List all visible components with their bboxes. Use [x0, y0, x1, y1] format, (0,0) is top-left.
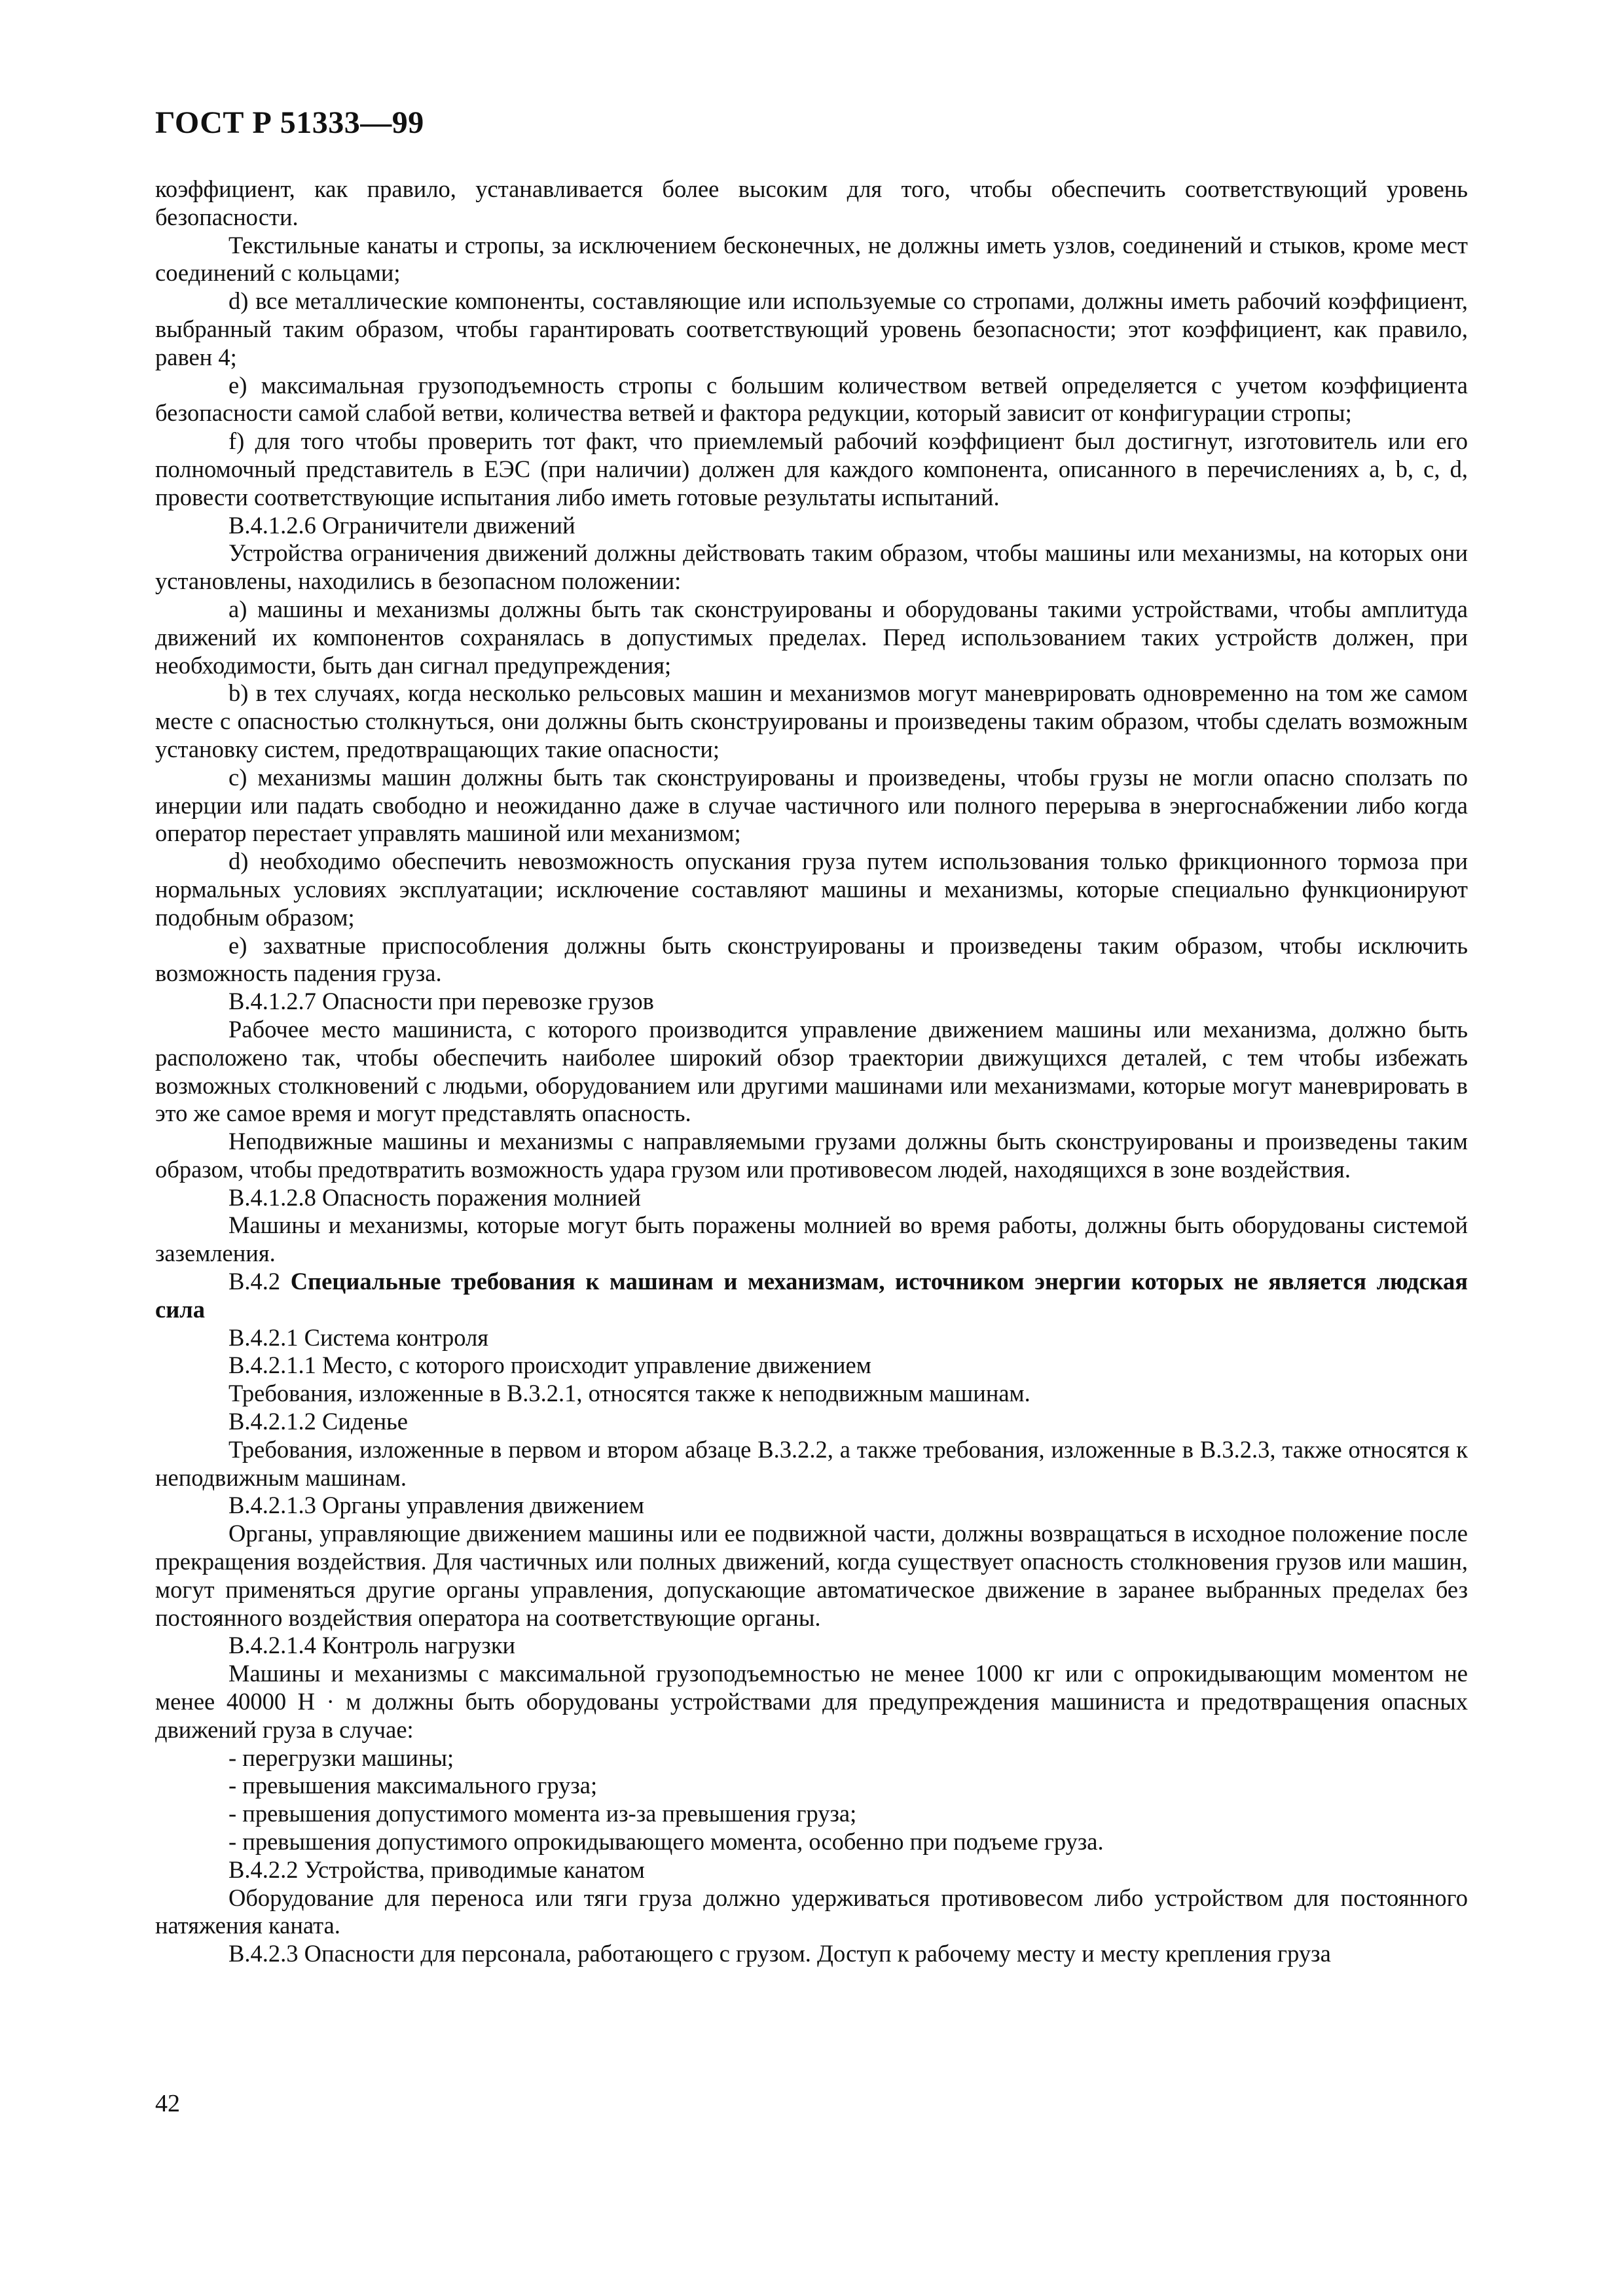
- list-item: е) захватные приспособления должны быть сконструированы и произведены таким образом, чтобы исключить возможность падения груза.: [155, 931, 1468, 987]
- section-heading: В.4.1.2.7 Опасности при перевозке грузов: [228, 988, 654, 1015]
- paragraph: Органы, управляющие движением машины или ее подвижной части, должны возвращаться в исходное положение после прекращения воздействия. Для частичных или полных движений, когда существует опасность столкновения грузов или машин, могут применяться другие органы управления, допускающие автоматическое движение в заранее выбранных пределах без постоянного воздействия оператора на соответствующие органы.: [155, 1520, 1468, 1631]
- document-body: [155, 175, 1468, 1968]
- paragraph: коэффициент, как правило, устанавливается более высоким для того, чтобы обеспечить соответствующий уровень безопасности.: [155, 175, 1468, 230]
- paragraph: Устройства ограничения движений должны действовать таким образом, чтобы машины или механизмы, на которых они установлены, находились в безопасном положении:: [155, 539, 1468, 595]
- list-item: d) все металлические компоненты, составляющие или используемые со стропами, должны иметь рабочий коэффициент, выбранный таким образом, чтобы гарантировать соответствующий уровень безопасности; этот коэффициент, как правило, равен 4;: [155, 287, 1468, 370]
- list-item: а) машины и механизмы должны быть так сконструированы и оборудованы такими устройствами, чтобы амплитуда движений их компонентов сохранялась в допустимых пределах. Перед использованием таких устройств должен, при необходимости, быть дан сигнал предупреждения;: [155, 595, 1468, 679]
- list-item: f) для того чтобы проверить тот факт, что приемлемый рабочий коэффициент был достигнут, изготовитель или его полномочный представитель в ЕЭС (при наличии) должен для каждого компонента, описанного в перечислениях а, b, с, d, провести соответствующие испытания либо иметь готовые результаты испытаний.: [155, 427, 1468, 511]
- section-heading: В.4.2.1.3 Органы управления движением: [228, 1492, 644, 1519]
- list-item: с) механизмы машин должны быть так сконструированы и произведены, чтобы грузы не могли опасно сползать по инерции или падать свободно и неожиданно даже в случае частичного или полного перерыва в энергоснабжении либо когда оператор перестает управлять машиной или механизмом;: [155, 763, 1468, 847]
- document-header: ГОСТ Р 51333—99: [155, 105, 424, 140]
- page-number: 42: [155, 2090, 180, 2117]
- paragraph: Машины и механизмы с максимальной грузоподъемностью не менее 1000 кг или с опрокидывающим моментом не менее 40000 Н · м должны быть оборудованы устройствами для предупреждения машиниста и предотвращения опасных движений груза в случае:: [155, 1660, 1468, 1743]
- paragraph: Требования, изложенные в первом и втором абзаце В.3.2.2, а также требования, изложенные в В.3.2.3, также относятся к неподвижным машинам.: [155, 1435, 1468, 1491]
- section-number: В.4.2: [228, 1268, 281, 1295]
- section-heading: В.4.2.1.4 Контроль нагрузки: [228, 1632, 516, 1659]
- bullet-item: - превышения допустимого опрокидывающего момента, особенно при подъеме груза.: [228, 1828, 1104, 1856]
- section-heading: В.4.2.2 Устройства, приводимые канатом: [228, 1856, 645, 1883]
- list-item: b) в тех случаях, когда несколько рельсовых машин и механизмов могут маневрировать одновременно на том же самом месте с опасностью столкнуться, они должны быть сконструированы и произведены таким образом, чтобы сделать возможным установку систем, предотвращающих такие опасности;: [155, 679, 1468, 762]
- bullet-item: - перегрузки машины;: [228, 1744, 454, 1771]
- paragraph: Требования, изложенные в В.3.2.1, относятся также к неподвижным машинам.: [228, 1380, 1030, 1407]
- section-heading: В.4.2.3 Опасности для персонала, работающего с грузом. Доступ к рабочему месту и месту крепления груза: [228, 1940, 1331, 1967]
- paragraph: Неподвижные машины и механизмы с направляемыми грузами должны быть сконструированы и произведены таким образом, чтобы предотвратить возможность удара грузом или противовесом людей, находящихся в зоне воздействия.: [155, 1128, 1468, 1183]
- paragraph: Текстильные канаты и стропы, за исключением бесконечных, не должны иметь узлов, соединений и стыков, кроме мест соединений с кольцами;: [155, 231, 1468, 287]
- paragraph: Рабочее место машиниста, с которого производится управление движением машины или механизма, должно быть расположено так, чтобы обеспечить наиболее широкий обзор траектории движущихся деталей, с тем чтобы избежать возможных столкновений с людьми, оборудованием или другими машинами или механизмами, которые могут маневрировать в это же самое время и могут представлять опасность.: [155, 1015, 1468, 1127]
- section-heading: В.4.2.1.2 Сиденье: [228, 1408, 408, 1435]
- section-title: Специальные требования к машинам и механизмам, источником энергии которых не является людская сила: [155, 1268, 1468, 1323]
- list-item: d) необходимо обеспечить невозможность опускания груза путем использования только фрикционного тормоза при нормальных условиях эксплуатации; исключение составляют машины и механизмы, которые специально функционируют подобным образом;: [155, 848, 1468, 931]
- paragraph: Оборудование для переноса или тяги груза должно удерживаться противовесом либо устройством для постоянного натяжения каната.: [155, 1884, 1468, 1939]
- section-heading: В.4.1.2.8 Опасность поражения молнией: [228, 1183, 641, 1211]
- section-heading-b42: [155, 1268, 1468, 1324]
- section-heading: В.4.1.2.6 Ограничители движений: [228, 511, 575, 539]
- section-heading: В.4.2.1.1 Место, с которого происходит управление движением: [228, 1352, 871, 1379]
- bullet-item: - превышения допустимого момента из-за превышения груза;: [228, 1800, 857, 1827]
- paragraph: Машины и механизмы, которые могут быть поражены молнией во время работы, должны быть оборудованы системой заземления.: [155, 1211, 1468, 1267]
- list-item: е) максимальная грузоподъемность стропы с большим количеством ветвей определяется с учетом коэффициента безопасности самой слабой ветви, количества ветвей и фактора редукции, который зависит от конфигурации стропы;: [155, 371, 1468, 427]
- section-heading: В.4.2.1 Система контроля: [228, 1323, 489, 1351]
- bullet-item: - превышения максимального груза;: [228, 1772, 598, 1799]
